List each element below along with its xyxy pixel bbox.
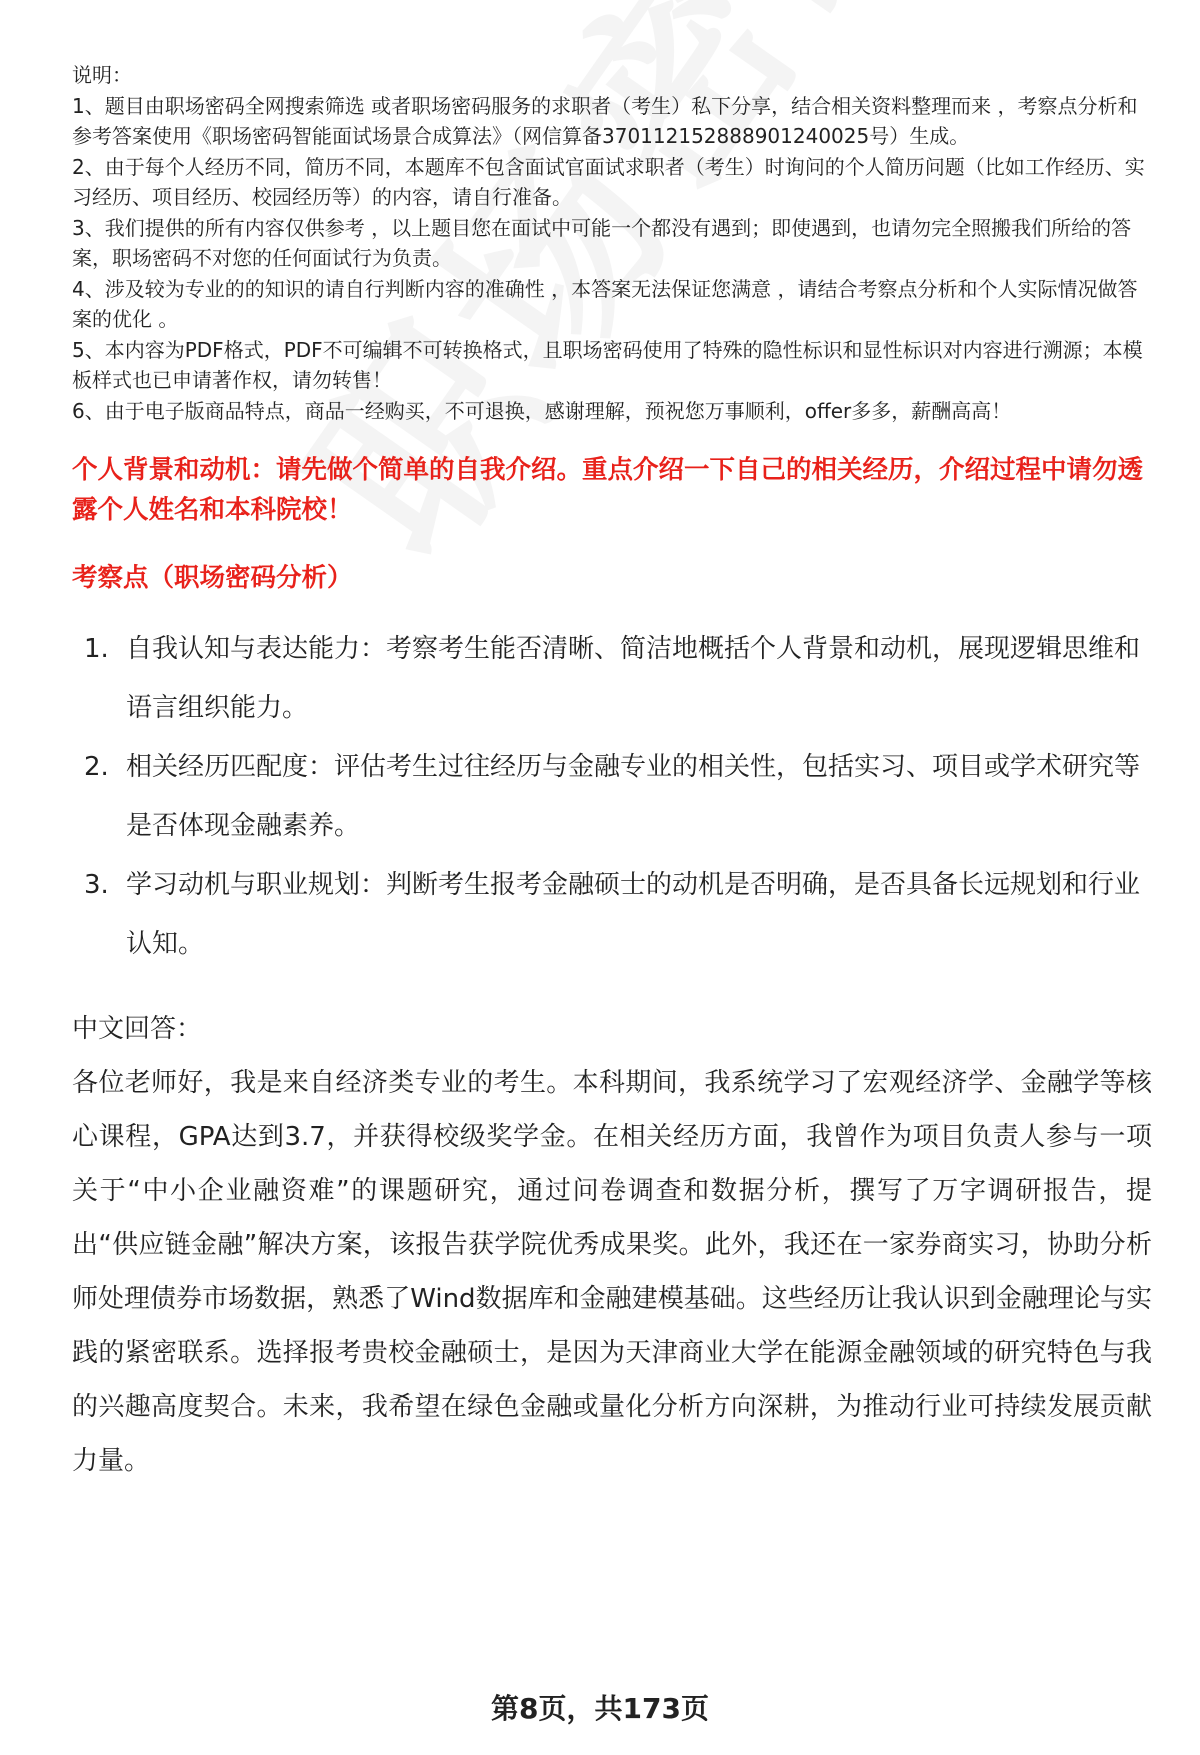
point-number: 1. (84, 634, 109, 664)
point-number: 3. (84, 870, 109, 900)
analysis-title: 考察点（职场密码分析） (72, 563, 353, 593)
question-heading: 个人背景和动机：请先做个简单的自我介绍。重点介绍一下自己的相关经历，介绍过程中请勿透露个人姓名和本科院校！ (72, 455, 1144, 525)
analysis-point (72, 620, 1152, 738)
page-number: 第8页，共173页 (491, 1692, 709, 1725)
page-content (72, 60, 1152, 1488)
note-item: 2、由于每个人经历不同，简历不同，本题库不包含面试官面试求职者（考生）时询问的个人简历问题（比如工作经历、实习经历、项目经历、校园经历等）的内容，请自行准备。 (72, 154, 1145, 209)
notes-heading: 说明： (72, 63, 132, 87)
point-number: 2. (84, 752, 109, 782)
analysis-point (72, 738, 1152, 856)
note-item: 3、我们提供的所有内容仅供参考 ，以上题目您在面试中可能一个都没有遇到；即使遇到，也请勿完全照搬我们所给的答案，职场密码不对您的任何面试行为负责。 (72, 215, 1132, 270)
note-item: 1、题目由职场密码全网搜索筛选 或者职场密码服务的求职者（考生）私下分享，结合相关资料整理而来 ，考察点分析和参考答案使用《职场密码智能面试场景合成算法》（网信算备370112152888901240025号）生成。 (72, 93, 1138, 148)
note-item: 5、本内容为PDF格式，PDF不可编辑不可转换格式，且职场密码使用了特殊的隐性标识和显性标识对内容进行溯源；本模板样式也已申请著作权，请勿转售！ (72, 337, 1143, 392)
answer-text: 各位老师好，我是来自经济类专业的考生。本科期间，我系统学习了宏观经济学、金融学等核心课程，GPA达到3.7，并获得校级奖学金。在相关经历方面，我曾作为项目负责人参与一项关于“中小企业融资难”的课题研究，通过问卷调查和数据分析，撰写了万字调研报告，提出“供应链金融”解决方案，该报告获学院优秀成果奖。此外，我还在一家券商实习，协助分析师处理债券市场数据，熟悉了Wind数据库和金融建模基础。这些经历让我认识到金融理论与实践的紧密联系。选择报考贵校金融硕士，是因为天津商业大学在能源金融领域的研究特色与我的兴趣高度契合。未来，我希望在绿色金融或量化分析方向深耕，为推动行业可持续发展贡献力量。 (72, 1068, 1152, 1476)
notes-section (72, 60, 1152, 426)
point-text: 学习动机与职业规划：判断考生报考金融硕士的动机是否明确，是否具备长远规划和行业认知。 (126, 870, 1141, 959)
analysis-point (72, 856, 1152, 974)
answer-label: 中文回答： (72, 1014, 203, 1044)
note-item: 4、涉及较为专业的的知识的请自行判断内容的准确性 ，本答案无法保证您满意 ，请结合考察点分析和个人实际情况做答案的优化 。 (72, 276, 1138, 331)
point-text: 自我认知与表达能力：考察考生能否清晰、简洁地概括个人背景和动机，展现逻辑思维和语言组织能力。 (126, 634, 1141, 723)
analysis-points (72, 620, 1152, 974)
note-item: 6、由于电子版商品特点，商品一经购买，不可退换，感谢理解，预祝您万事顺利，offer多多，薪酬高高！ (72, 398, 1012, 423)
point-text: 相关经历匹配度：评估考生过往经历与金融专业的相关性，包括实习、项目或学术研究等是否体现金融素养。 (126, 752, 1141, 841)
